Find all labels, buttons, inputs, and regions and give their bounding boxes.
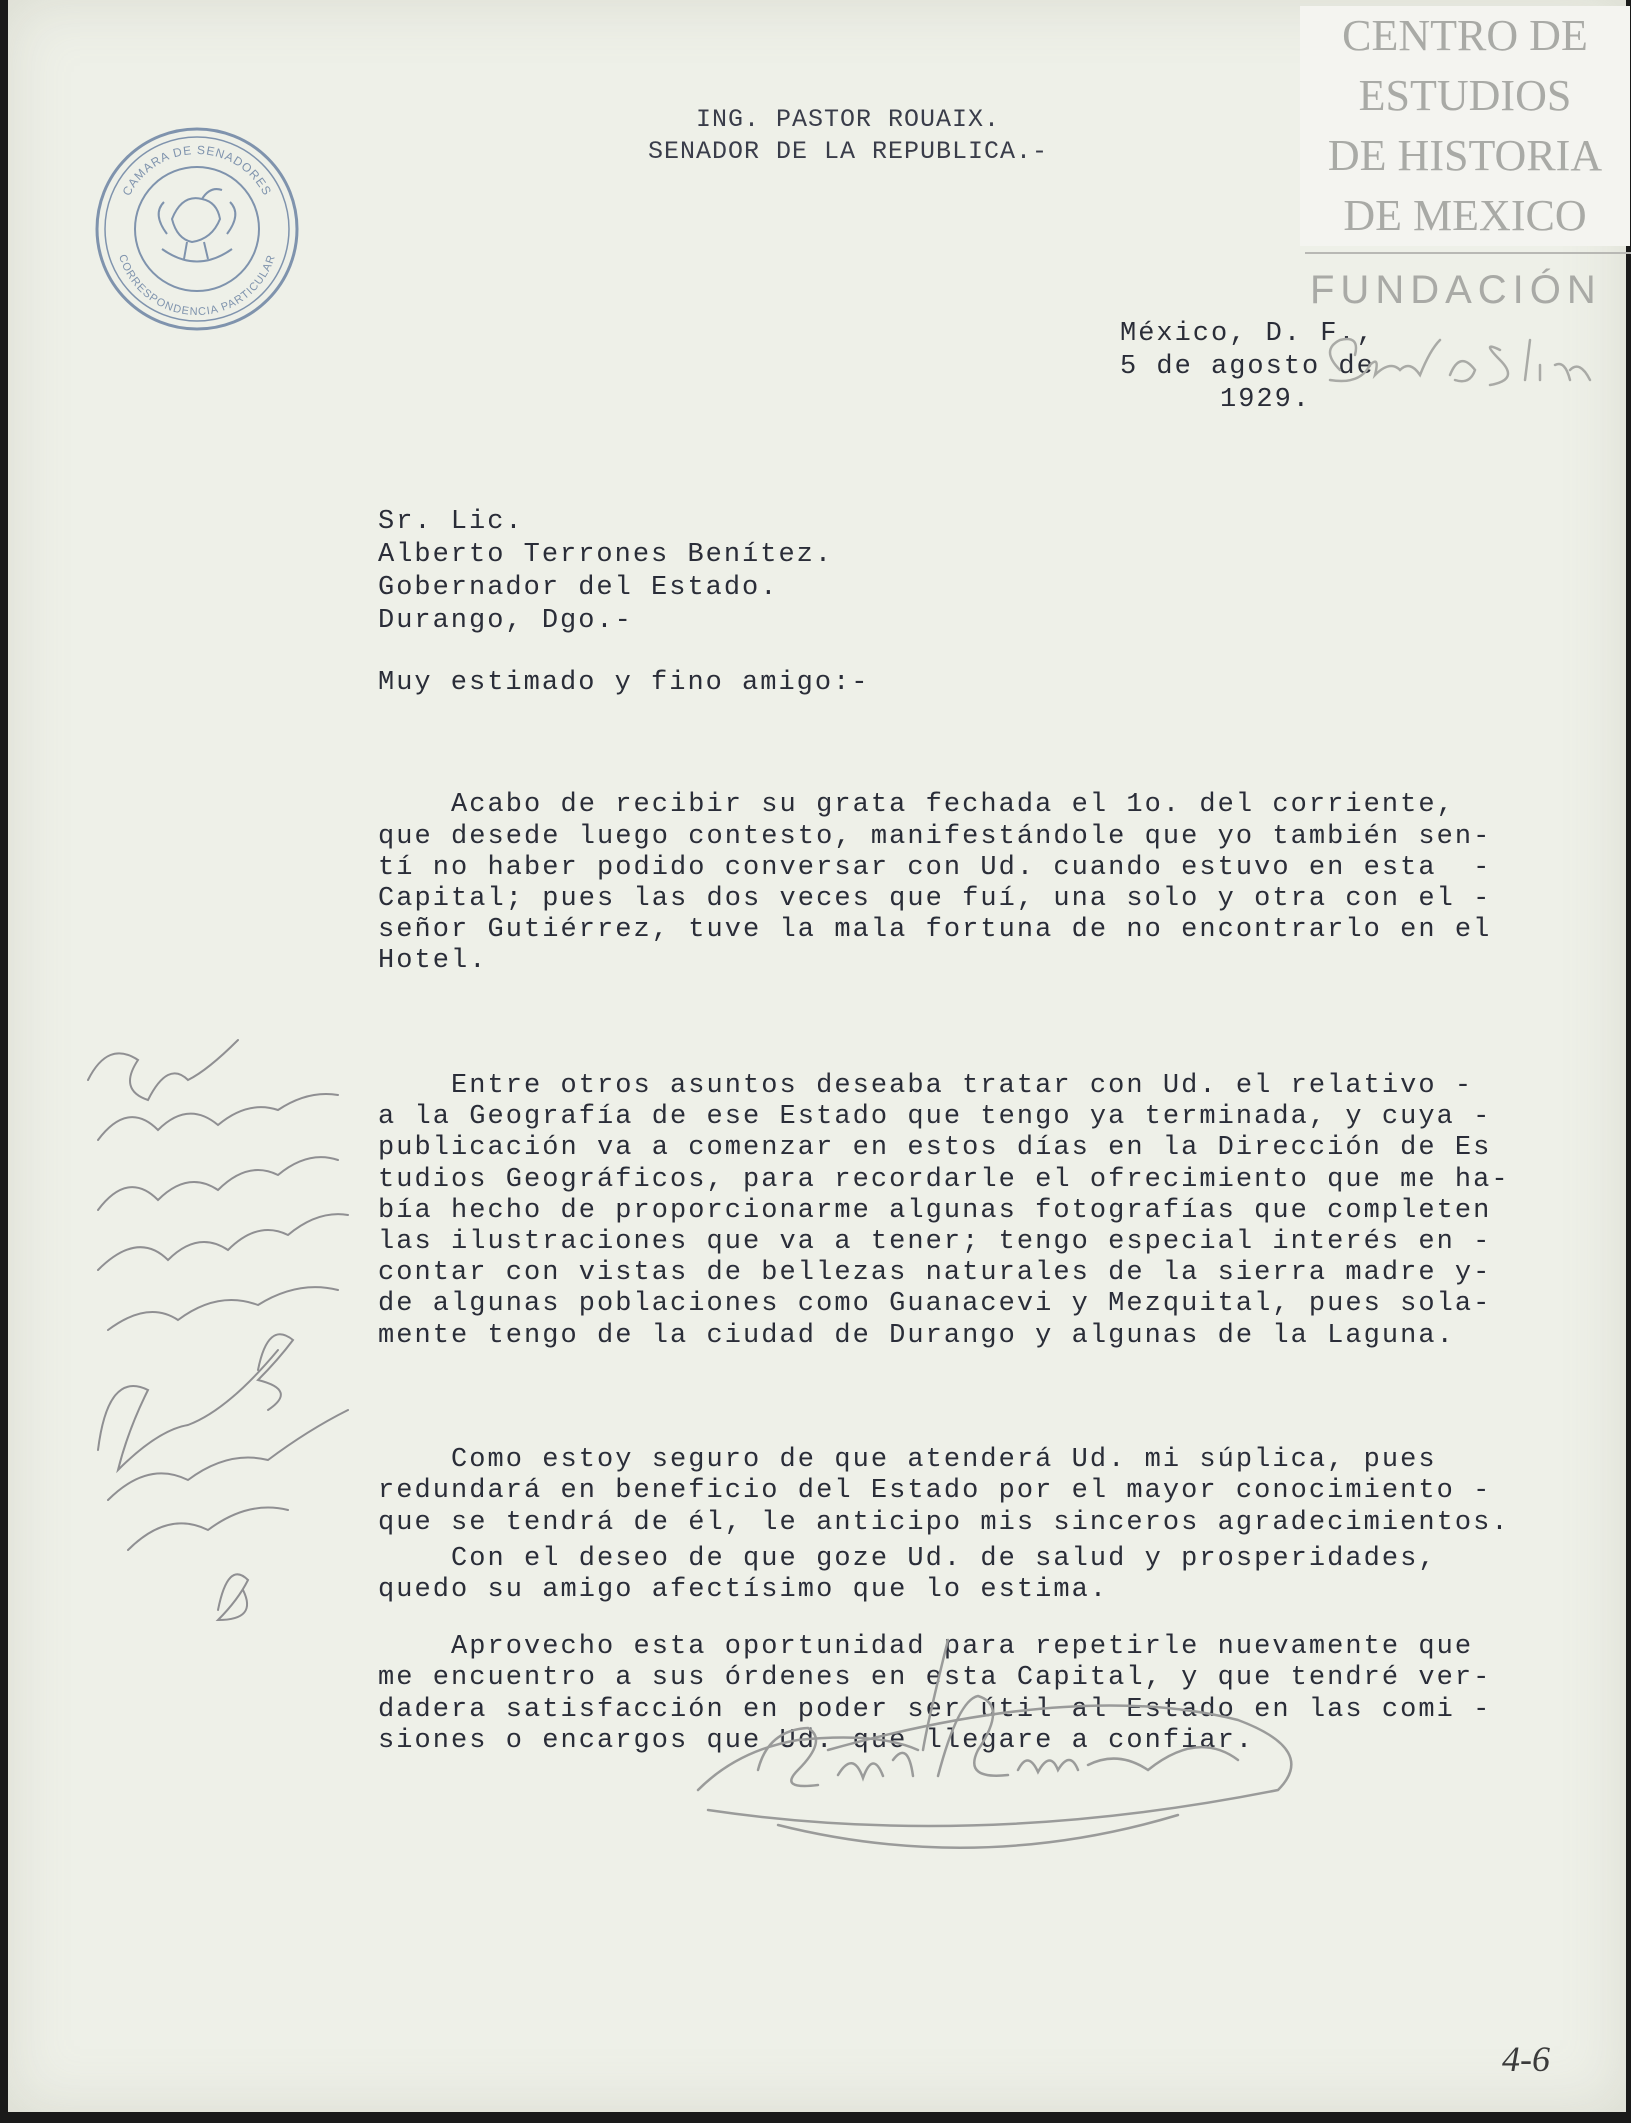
watermark-line-4: DE MEXICO	[1343, 191, 1587, 240]
addressee-block	[378, 506, 833, 638]
closing: Con el deseo de que goze Ud. de salud y prosperidades, quedo su amigo afectísimo que lo estima.	[378, 1544, 1437, 1606]
addressee-name: Alberto Terrones Benítez.	[378, 540, 834, 570]
addressee-title: Sr. Lic.	[378, 507, 524, 537]
page-number: 4-6	[1502, 2039, 1550, 2079]
watermark-line-1: CENTRO DE	[1342, 11, 1588, 60]
paragraph-3: Como estoy seguro de que atenderá Ud. mi súplica, pues redundará en beneficio del Estado por el mayor conocimiento - que se tendrá de él, le anticipo mis sinceros agradecimientos.	[378, 1445, 1510, 1538]
signature	[678, 1600, 1318, 1870]
paragraph-2: Entre otros asuntos deseaba tratar con Ud. el relativo - a la Geografía de ese Estado que tengo ya terminada, y cuya - publicación va a comenzar en estos días en la Dirección de Es tudios Geográficos, para recordarle el ofrecimiento que me ha- bía hecho de proporcionarme algunas fotografías que completen las ilustraciones que va a tener; tengo especial interés en - contar con vistas de bellezas naturales de la sierra madre y- de algunas poblaciones como Guanacevi y Mezquital, pues sola- mente tengo de la ciudad de Durango y algunas de la Laguna.	[378, 1071, 1510, 1351]
letterhead	[568, 104, 1128, 168]
greeting: Muy estimado y fino amigo:-	[378, 668, 870, 698]
svg-text:CORRESPONDENCIA PARTICULAR	[116, 253, 278, 318]
paragraph-4: Aprovecho esta oportunidad para repetirle nuevamente que me encuentro a sus órdenes en esta Capital, y que tendré ver- dadera satisfacción en poder ser útil al Estado en las comi - siones o encargos que Ud. que llegare a confiar.	[378, 1632, 1492, 1756]
paragraph-1: Acabo de recibir su grata fechada el 1o. del corriente, que desede luego contesto, manifestándole que yo también sen- tí no haber podido conversar con Ud. cuando estuvo en esta - Capital; pues las dos veces que fuí, una solo y otra con el - señor Gutiérrez, tuve la mala fortuna de no encontrarlo en el Hotel.	[378, 790, 1492, 977]
watermark-line-2: ESTUDIOS	[1358, 71, 1572, 120]
senate-seal-icon	[92, 124, 302, 334]
letter-page	[8, 0, 1626, 2112]
date-year: 1929.	[1220, 385, 1312, 415]
addressee-location: Durango, Dgo.-	[378, 606, 633, 636]
archive-watermark	[1300, 6, 1630, 246]
watermark-signature	[1300, 330, 1630, 410]
addressee-position: Gobernador del Estado.	[378, 573, 779, 603]
watermark-divider	[1305, 252, 1631, 254]
date-place: México, D. F.,	[1120, 319, 1375, 349]
letterhead-title: SENADOR DE LA REPUBLICA.-	[647, 137, 1049, 166]
seal-top-text: CAMARA DE SENADORES	[119, 142, 275, 199]
date-day-month: 5 de agosto de	[1120, 352, 1375, 382]
watermark-line-3: DE HISTORIA	[1327, 131, 1603, 180]
letterhead-name: ING. PASTOR ROUAIX.	[695, 105, 1001, 134]
seal-bottom-text: CORRESPONDENCIA PARTICULAR	[116, 252, 278, 319]
svg-text:CAMARA DE SENADORES	[120, 143, 275, 198]
margin-note-lower	[68, 1330, 388, 1630]
watermark-foundation: FUNDACIÓN	[1310, 268, 1602, 312]
